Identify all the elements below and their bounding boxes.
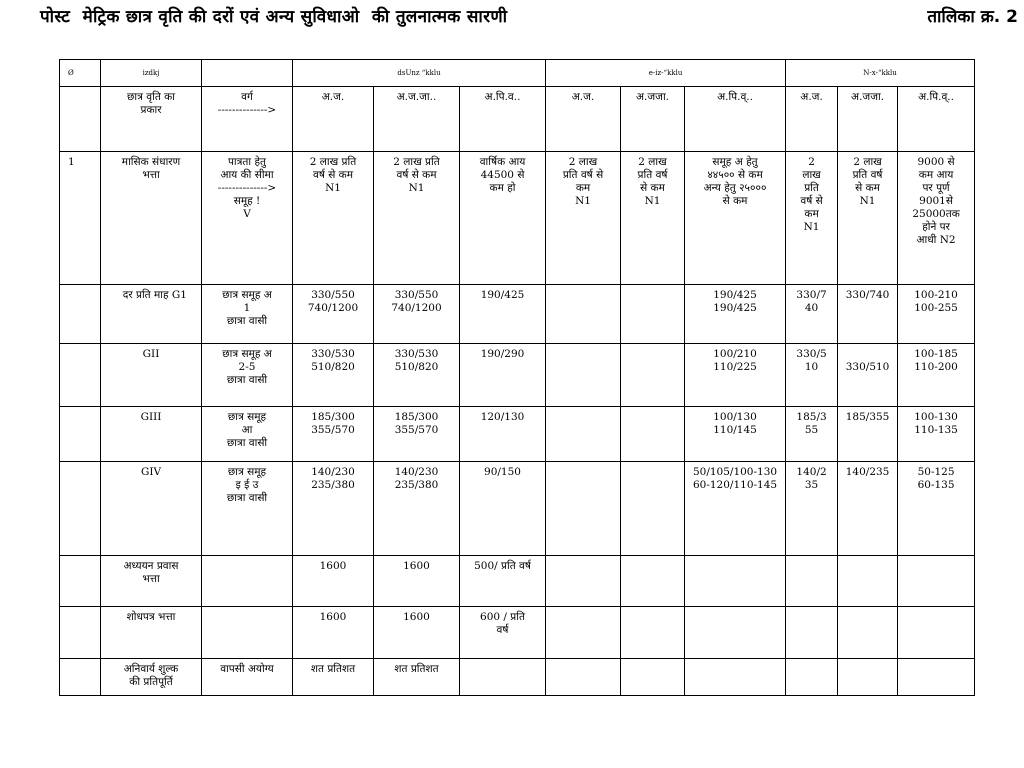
table-cell [685,607,786,659]
table-cell: GII [101,344,202,407]
table-cell: 185/300 355/570 [374,407,460,462]
table-cell [460,659,546,696]
table-cell: 2 लाख प्रति वर्ष से कम N1 [786,152,838,285]
table-cell: 1600 [374,556,460,607]
table-cell: 1600 [374,607,460,659]
table-cell [621,344,685,407]
table-cell: 330/7 40 [786,285,838,344]
table-cell: 190/290 [460,344,546,407]
table-cell: शत प्रतिशत [293,659,374,696]
comparison-table [59,59,975,696]
table-cell: छात्र समूह इ ई उ छात्रा वासी [202,462,293,556]
table-cell: GIII [101,407,202,462]
page-title: पोस्ट मेट्रिक छात्र वृति की दरों एवं अन्य सुविधाओ की तुलनात्मक सारणी [40,7,508,27]
table-cell: 185/355 [838,407,898,462]
table-cell [898,607,975,659]
table-cell: 50-125 60-135 [898,462,975,556]
header-cell-type: izdkj [101,60,202,87]
table-row [60,659,975,696]
table-cell: वापसी अयोग्य [202,659,293,696]
table-cell [786,607,838,659]
table-cell: 185/300 355/570 [293,407,374,462]
table-cell [838,659,898,696]
table-cell: अ.ज. [546,87,621,152]
table-row [60,462,975,556]
table-cell: वार्षिक आय 44500 से कम हो [460,152,546,285]
table-cell: 190/425 190/425 [685,285,786,344]
table-cell [685,659,786,696]
table-cell [621,285,685,344]
table-cell: अ.जजा. [621,87,685,152]
table-cell: अ.ज.जा.. [374,87,460,152]
table-row [60,152,975,285]
table-cell [898,659,975,696]
table-cell: वर्ग --------------> [202,87,293,152]
table-cell: 1 [60,152,101,285]
table-cell: मासिक संधारण भत्ता [101,152,202,285]
table-cell: 9000 से कम आय पर पूर्ण 9001से 25000तक होने पर आधी N2 [898,152,975,285]
table-cell [621,659,685,696]
table-cell: छात्र समूह अ 1 छात्रा वासी [202,285,293,344]
header-group-mp: e-iz-“kklu [546,60,786,87]
table-cell [621,607,685,659]
table-cell [838,607,898,659]
table-cell [60,285,101,344]
table-cell: अ.ज. [293,87,374,152]
table-cell [546,285,621,344]
table-cell: 330/530 510/820 [293,344,374,407]
table-cell: 2 लाख प्रति वर्ष से कम N1 [293,152,374,285]
table-cell: अ.पि.व.. [460,87,546,152]
table-cell: 100-210 100-255 [898,285,975,344]
table-cell: 190/425 [460,285,546,344]
table-cell: शोधपत्र भत्ता [101,607,202,659]
table-cell: छात्र समूह आ छात्रा वासी [202,407,293,462]
table-cell: 330/550 740/1200 [374,285,460,344]
table-cell: 50/105/100-130 60-120/110-145 [685,462,786,556]
table-cell: अ.ज. [786,87,838,152]
table-cell: समूह अ हेतु ४४५०० से कम अन्य हेतु २५००० से कम [685,152,786,285]
table-cell [60,462,101,556]
table-cell: अ.पि.व्.. [898,87,975,152]
table-cell: छात्र समूह अ 2-5 छात्रा वासी [202,344,293,407]
table-cell: 140/235 [838,462,898,556]
table-cell: 330/5 10 [786,344,838,407]
table-cell [60,556,101,607]
table-cell [546,344,621,407]
table-cell: 100/210 110/225 [685,344,786,407]
table-cell: 2 लाख प्रति वर्ष से कम N1 [374,152,460,285]
table-cell [621,556,685,607]
header-group-central: dsUnz “kklu [293,60,546,87]
table-cell [786,556,838,607]
table-cell [621,462,685,556]
table-header-row [60,60,975,87]
table-cell: 185/3 55 [786,407,838,462]
table-cell: पात्रता हेतु आय की सीमा --------------> समूह ! V [202,152,293,285]
table-cell: 330/550 740/1200 [293,285,374,344]
table-cell: 140/230 235/380 [293,462,374,556]
table-cell: 330/530 510/820 [374,344,460,407]
table-row [60,556,975,607]
table-cell: 140/230 235/380 [374,462,460,556]
table-cell: अ.पि.व्.. [685,87,786,152]
table-row [60,407,975,462]
table-cell: 120/130 [460,407,546,462]
table-cell [786,659,838,696]
table-cell: 90/150 [460,462,546,556]
table-row [60,607,975,659]
table-number: तालिका क्र. 2 [927,7,1018,27]
table-cell [60,607,101,659]
table-cell [685,556,786,607]
table-cell: 330/510 [838,344,898,407]
table-cell: 2 लाख प्रति वर्ष से कम N1 [838,152,898,285]
table-cell: शत प्रतिशत [374,659,460,696]
header-group-cg: N-x-“kklu [786,60,975,87]
table-cell [898,556,975,607]
table-row [60,344,975,407]
table-row [60,285,975,344]
table-cell: 600 / प्रति वर्ष [460,607,546,659]
table-cell: 2 लाख प्रति वर्ष से कम N1 [546,152,621,285]
table-cell: 1600 [293,607,374,659]
header-cell-serial: Ø [60,60,101,87]
table-cell [546,556,621,607]
table-cell: 2 लाख प्रति वर्ष से कम N1 [621,152,685,285]
table-cell: 140/2 35 [786,462,838,556]
table-cell [838,556,898,607]
table-cell: 1600 [293,556,374,607]
table-cell: दर प्रति माह G1 [101,285,202,344]
table-cell: 100-185 110-200 [898,344,975,407]
table-cell [60,407,101,462]
table-cell [546,659,621,696]
table-cell [621,407,685,462]
table-cell: 100-130 110-135 [898,407,975,462]
table-cell [60,344,101,407]
table-cell: अ.जजा. [838,87,898,152]
table-row [60,87,975,152]
table-cell: 100/130 110/145 [685,407,786,462]
table-cell: अध्ययन प्रवास भत्ता [101,556,202,607]
table-cell: GIV [101,462,202,556]
table-cell [546,607,621,659]
table-cell [60,659,101,696]
table-cell: अनिवार्य शुल्क की प्रतिपूर्ति [101,659,202,696]
table-cell [546,407,621,462]
table-cell: 330/740 [838,285,898,344]
table-cell: छात्र वृति का प्रकार [101,87,202,152]
table-cell [202,556,293,607]
table-cell [60,87,101,152]
table-cell: 500/ प्रति वर्ष [460,556,546,607]
header-cell-blank [202,60,293,87]
table-cell [546,462,621,556]
table-cell [202,607,293,659]
